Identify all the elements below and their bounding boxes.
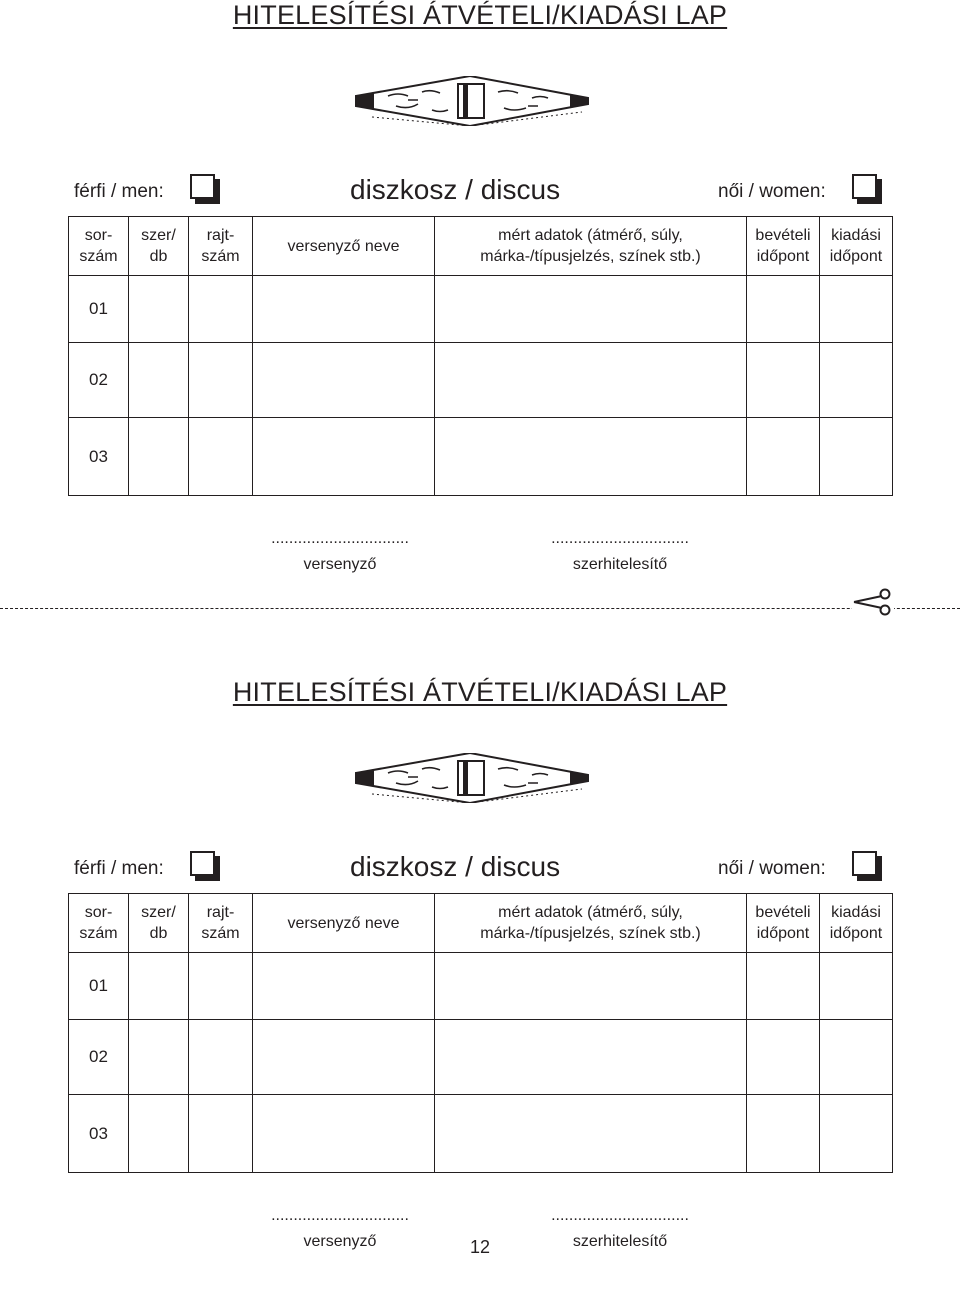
women-checkbox-icon[interactable]	[852, 851, 882, 881]
page-number: 12	[470, 1237, 491, 1257]
men-checkbox-icon[interactable]	[190, 851, 220, 881]
signature-official	[530, 1209, 710, 1251]
row-number: 03	[69, 418, 129, 496]
cell-szer[interactable]	[129, 1020, 189, 1095]
cell-rajtszam[interactable]	[189, 1020, 253, 1095]
form-top	[0, 0, 960, 620]
signature-label: szerhitelesítő	[572, 1233, 668, 1250]
header-szer: szer/ db	[129, 217, 189, 276]
signature-label: versenyző	[303, 1233, 377, 1250]
signature-competitor	[250, 532, 430, 574]
table-row	[69, 343, 893, 418]
row-number: 01	[69, 276, 129, 343]
header-sorszam: sor- szám	[69, 894, 129, 953]
event-name: diszkosz / discus	[350, 174, 561, 205]
cell-adatok[interactable]	[435, 953, 747, 1020]
row-number: 02	[69, 1020, 129, 1095]
signature-line[interactable]: ...............................	[551, 530, 689, 547]
scissors-icon	[852, 586, 894, 616]
cell-rajtszam[interactable]	[189, 418, 253, 496]
cell-nev[interactable]	[253, 1095, 435, 1173]
header-szer: szer/ db	[129, 894, 189, 953]
row-number: 01	[69, 953, 129, 1020]
cell-kiadasi[interactable]	[820, 1020, 893, 1095]
table-row	[69, 1020, 893, 1095]
cell-rajtszam[interactable]	[189, 276, 253, 343]
table-row	[69, 276, 893, 343]
table-header-row	[69, 217, 893, 276]
cell-kiadasi[interactable]	[820, 953, 893, 1020]
signature-line[interactable]: ...............................	[271, 1207, 409, 1224]
table-header-row	[69, 894, 893, 953]
women-label: női / women:	[718, 858, 826, 879]
cell-szer[interactable]	[129, 343, 189, 418]
discus-icon	[352, 753, 592, 803]
cell-adatok[interactable]	[435, 276, 747, 343]
header-sorszam: sor- szám	[69, 217, 129, 276]
cell-szer[interactable]	[129, 276, 189, 343]
women-checkbox-icon[interactable]	[852, 174, 882, 204]
signature-line[interactable]: ...............................	[551, 1207, 689, 1224]
cell-nev[interactable]	[253, 1020, 435, 1095]
signature-line[interactable]: ...............................	[271, 530, 409, 547]
cell-nev[interactable]	[253, 953, 435, 1020]
cell-szer[interactable]	[129, 418, 189, 496]
header-rajtszam: rajt- szám	[189, 894, 253, 953]
header-kiadasi: kiadási időpont	[820, 894, 893, 953]
row-number: 02	[69, 343, 129, 418]
cell-beveteli[interactable]	[747, 1095, 820, 1173]
cell-rajtszam[interactable]	[189, 343, 253, 418]
cell-beveteli[interactable]	[747, 276, 820, 343]
table-row	[69, 953, 893, 1020]
row-number: 03	[69, 1095, 129, 1173]
cell-adatok[interactable]	[435, 1020, 747, 1095]
cell-beveteli[interactable]	[747, 953, 820, 1020]
cell-szer[interactable]	[129, 953, 189, 1020]
header-beveteli: bevételi időpont	[747, 894, 820, 953]
signature-competitor	[250, 1209, 430, 1251]
event-name: diszkosz / discus	[350, 851, 561, 882]
cell-kiadasi[interactable]	[820, 418, 893, 496]
cell-nev[interactable]	[253, 343, 435, 418]
header-kiadasi: kiadási időpont	[820, 217, 893, 276]
form-bottom	[0, 677, 960, 1297]
cell-adatok[interactable]	[435, 343, 747, 418]
cell-kiadasi[interactable]	[820, 343, 893, 418]
header-nev: versenyző neve	[253, 894, 435, 953]
form-title: HITELESÍTÉSI ÁTVÉTELI/KIADÁSI LAP	[232, 677, 728, 707]
cell-szer[interactable]	[129, 1095, 189, 1173]
cell-rajtszam[interactable]	[189, 1095, 253, 1173]
equipment-table	[68, 216, 893, 496]
cell-beveteli[interactable]	[747, 418, 820, 496]
cell-beveteli[interactable]	[747, 343, 820, 418]
header-rajtszam: rajt- szám	[189, 217, 253, 276]
cell-kiadasi[interactable]	[820, 276, 893, 343]
header-adatok: mért adatok (átmérő, súly, márka-/típusjelzés, színek stb.)	[435, 894, 747, 953]
cell-kiadasi[interactable]	[820, 1095, 893, 1173]
cell-adatok[interactable]	[435, 1095, 747, 1173]
women-label: női / women:	[718, 181, 826, 202]
cell-rajtszam[interactable]	[189, 953, 253, 1020]
cell-nev[interactable]	[253, 418, 435, 496]
men-label: férfi / men:	[74, 181, 164, 202]
table-row	[69, 1095, 893, 1173]
cell-nev[interactable]	[253, 276, 435, 343]
discus-icon	[352, 76, 592, 126]
cell-adatok[interactable]	[435, 418, 747, 496]
signature-label: versenyző	[303, 556, 377, 573]
header-beveteli: bevételi időpont	[747, 217, 820, 276]
men-label: férfi / men:	[74, 858, 164, 879]
cut-line	[0, 608, 960, 609]
equipment-table	[68, 893, 893, 1173]
signature-official	[530, 532, 710, 574]
men-checkbox-icon[interactable]	[190, 174, 220, 204]
form-title: HITELESÍTÉSI ÁTVÉTELI/KIADÁSI LAP	[232, 0, 728, 30]
header-nev: versenyző neve	[253, 217, 435, 276]
cell-beveteli[interactable]	[747, 1020, 820, 1095]
signature-label: szerhitelesítő	[572, 556, 668, 573]
table-row	[69, 418, 893, 496]
header-adatok: mért adatok (átmérő, súly, márka-/típusjelzés, színek stb.)	[435, 217, 747, 276]
